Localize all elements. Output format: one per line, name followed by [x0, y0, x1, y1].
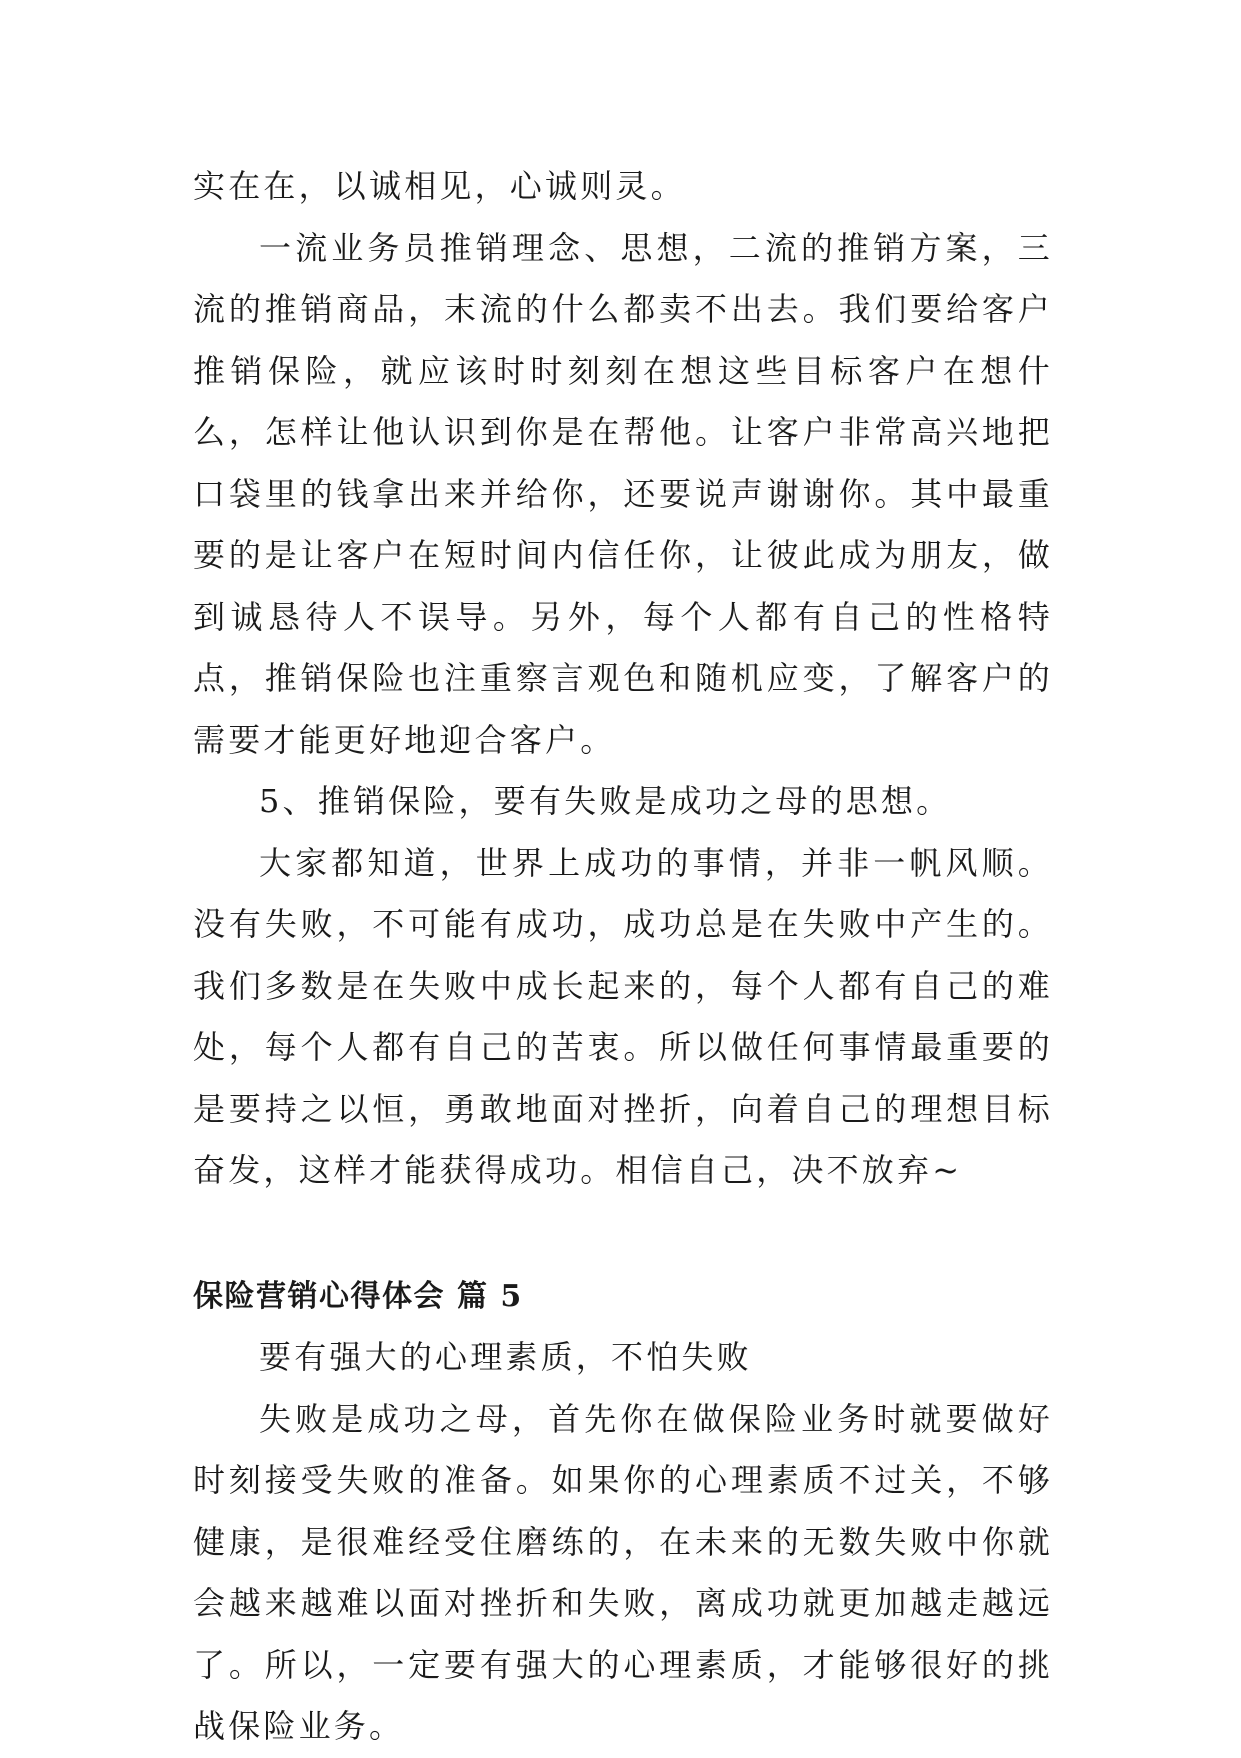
- paragraph-3: 5、推销保险，要有失败是成功之母的思想。: [259, 782, 952, 820]
- section-heading: 保险营销心得体会 篇 5: [193, 1278, 523, 1314]
- paragraph-6: 失败是成功之母，首先你在做保险业务时就要做好时刻接受失败的准备。如果你的心理素质不过关，不够健康，是很难经受住磨练的，在未来的无数失败中你就会越来越难以面对挫折和失败，离成功就更加越走越远了。所以，一定要有强大的心理素质，才能够很好的挑战保险业务。: [193, 1399, 1053, 1745]
- paragraph-2: 一流业务员推销理念、思想，二流的推销方案，三流的推销商品，末流的什么都卖不出去。我们要给客户推销保险，就应该时时刻刻在想这些目标客户在想什么，怎样让他认识到你是在帮他。让客户非常高兴地把口袋里的钱拿出来并给你，还要说声谢谢你。其中最重要的是让客户在短时间内信任你，让彼此成为朋友，做到诚恳待人不误导。另外，每个人都有自己的性格特点，推销保险也注重察言观色和随机应变，了解客户的需要才能更好地迎合客户。: [193, 228, 1053, 759]
- document-page: [193, 156, 1053, 1758]
- paragraph-4: 大家都知道，世界上成功的事情，并非一帆风顺。没有失败，不可能有成功，成功总是在失败中产生的。我们多数是在失败中成长起来的，每个人都有自己的难处，每个人都有自己的苦衷。所以做任何事情最重要的是要持之以恒，勇敢地面对挫折，向着自己的理想目标奋发，这样才能获得成功。相信自己，决不放弃~: [193, 843, 1053, 1189]
- paragraph-1: 实在在，以诚相见，心诚则灵。: [193, 167, 686, 205]
- paragraph-5: 要有强大的心理素质，不怕失败: [259, 1338, 752, 1376]
